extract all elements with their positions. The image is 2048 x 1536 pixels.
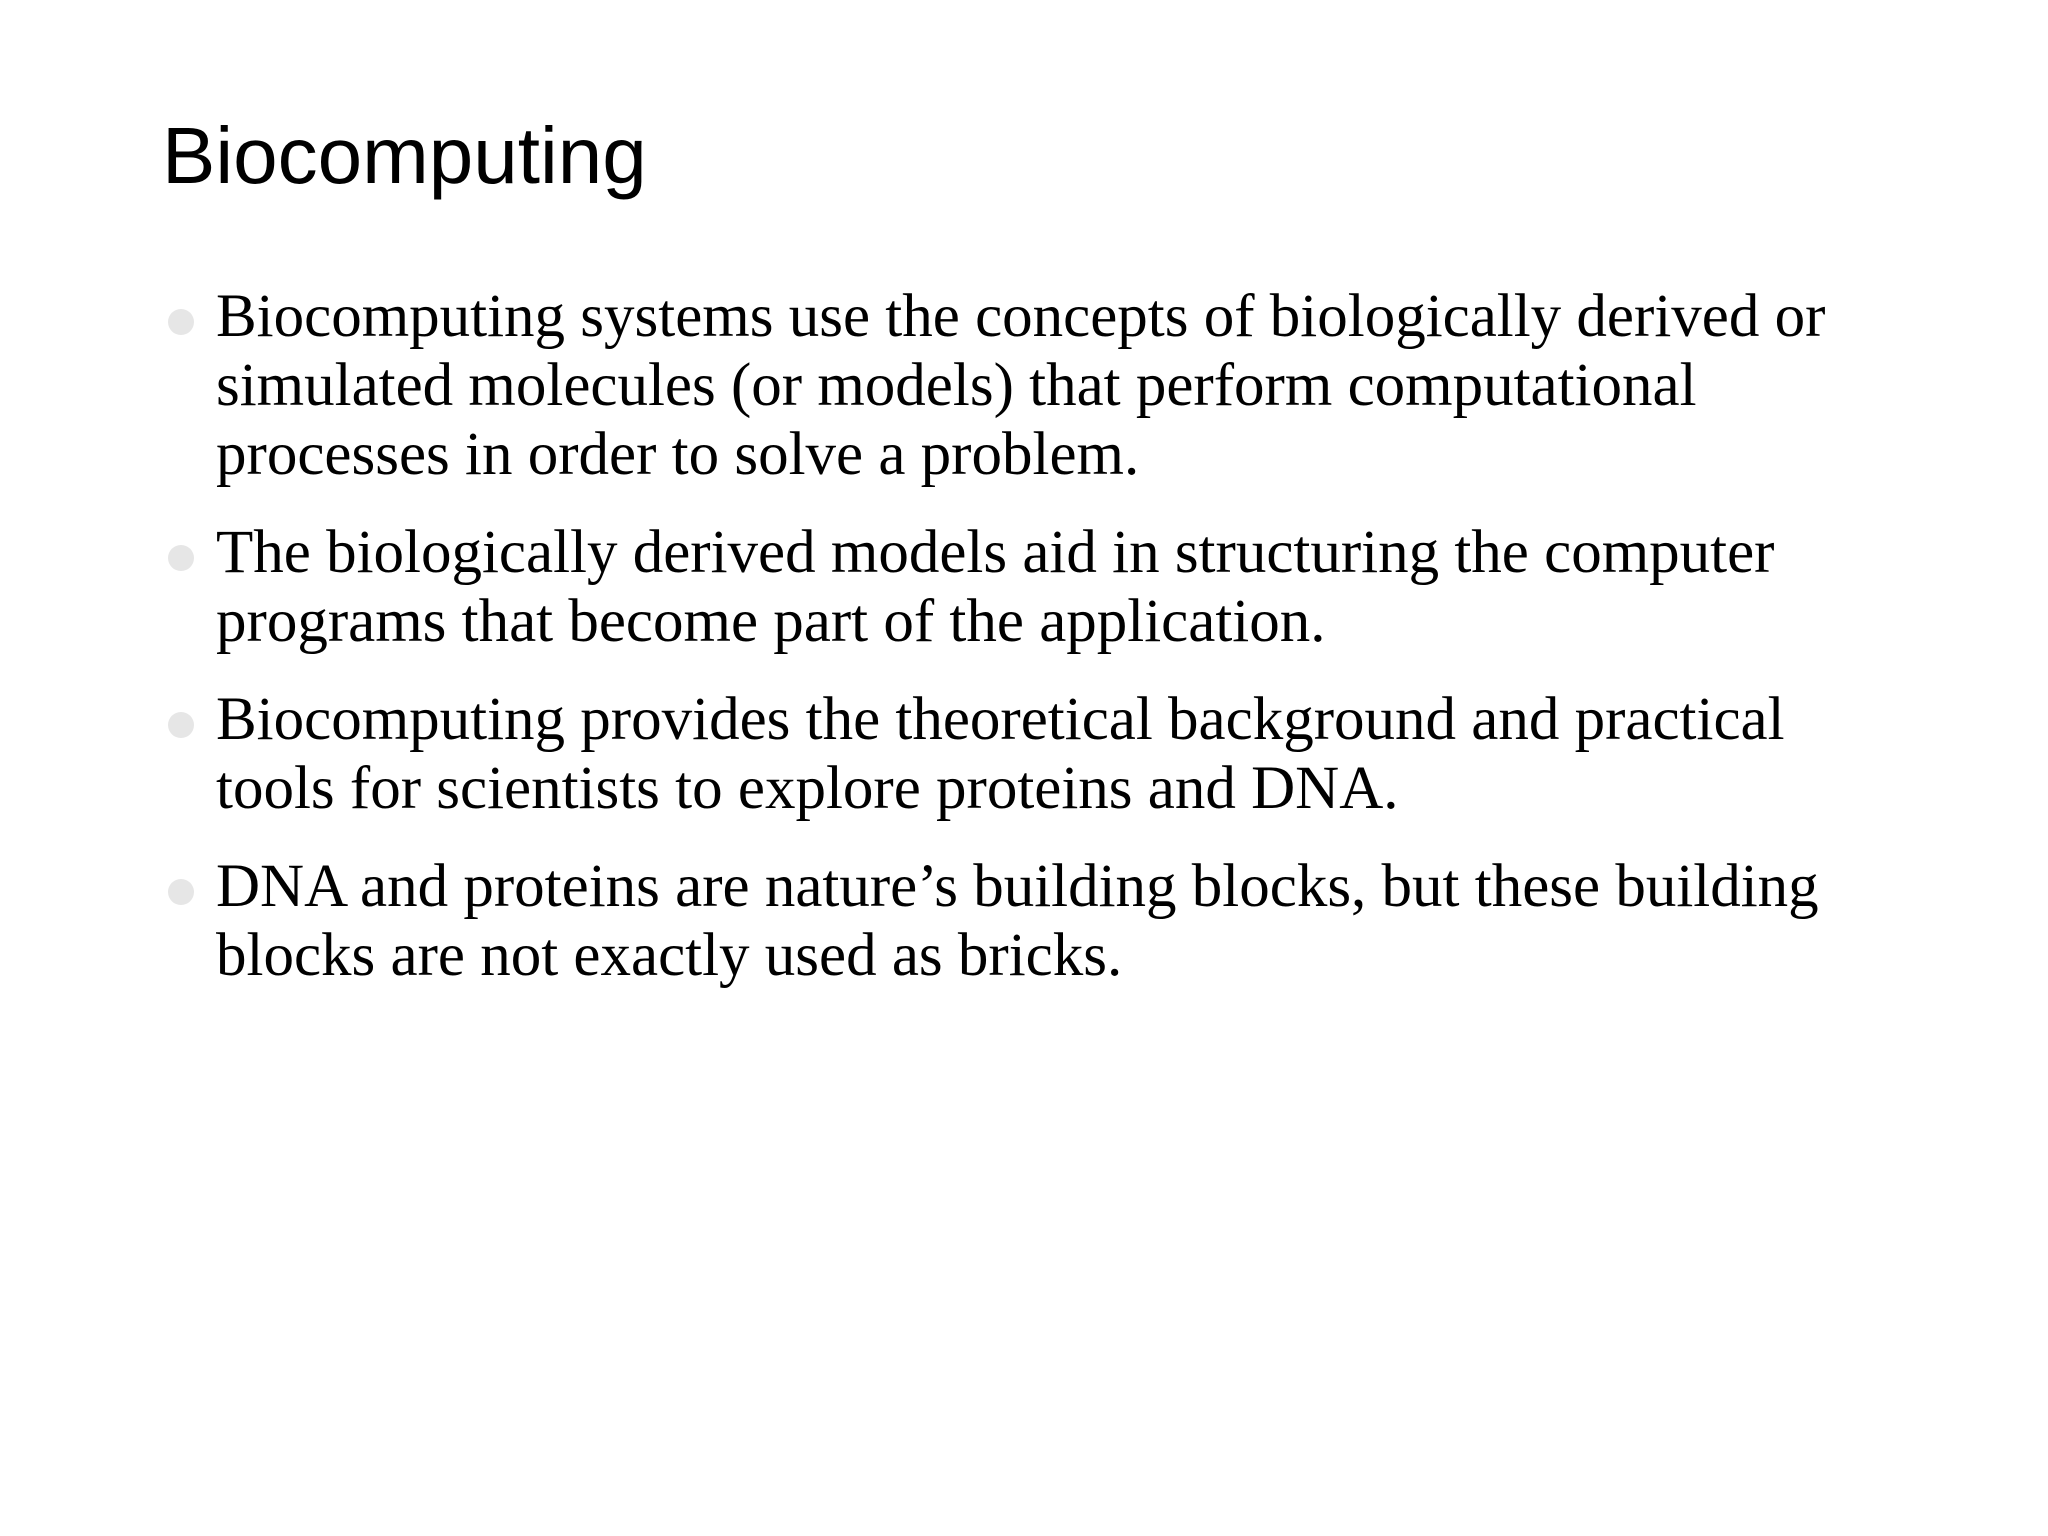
bullet-item	[164, 282, 1904, 489]
bullet-dot-icon	[168, 879, 194, 905]
bullet-dot-icon	[168, 545, 194, 571]
bullet-text: Biocomputing provides the theoretical background and practical tools for scientists to explore proteins and DNA.	[216, 686, 1785, 822]
bullet-text: The biologically derived models aid in structuring the computer programs that become part of the application.	[216, 519, 1775, 655]
bullet-text: Biocomputing systems use the concepts of biologically derived or simulated molecules (or models) that perform computational processes in order to solve a problem.	[216, 283, 1826, 488]
bullet-item	[164, 685, 1904, 823]
bullet-item	[164, 518, 1904, 656]
bullet-text: DNA and proteins are nature’s building blocks, but these building blocks are not exactly used as bricks.	[216, 853, 1819, 989]
bullet-dot-icon	[168, 309, 194, 335]
slide-title: Biocomputing	[162, 111, 647, 200]
bullet-list	[164, 282, 1904, 1019]
bullet-dot-icon	[168, 712, 194, 738]
bullet-item	[164, 852, 1904, 990]
